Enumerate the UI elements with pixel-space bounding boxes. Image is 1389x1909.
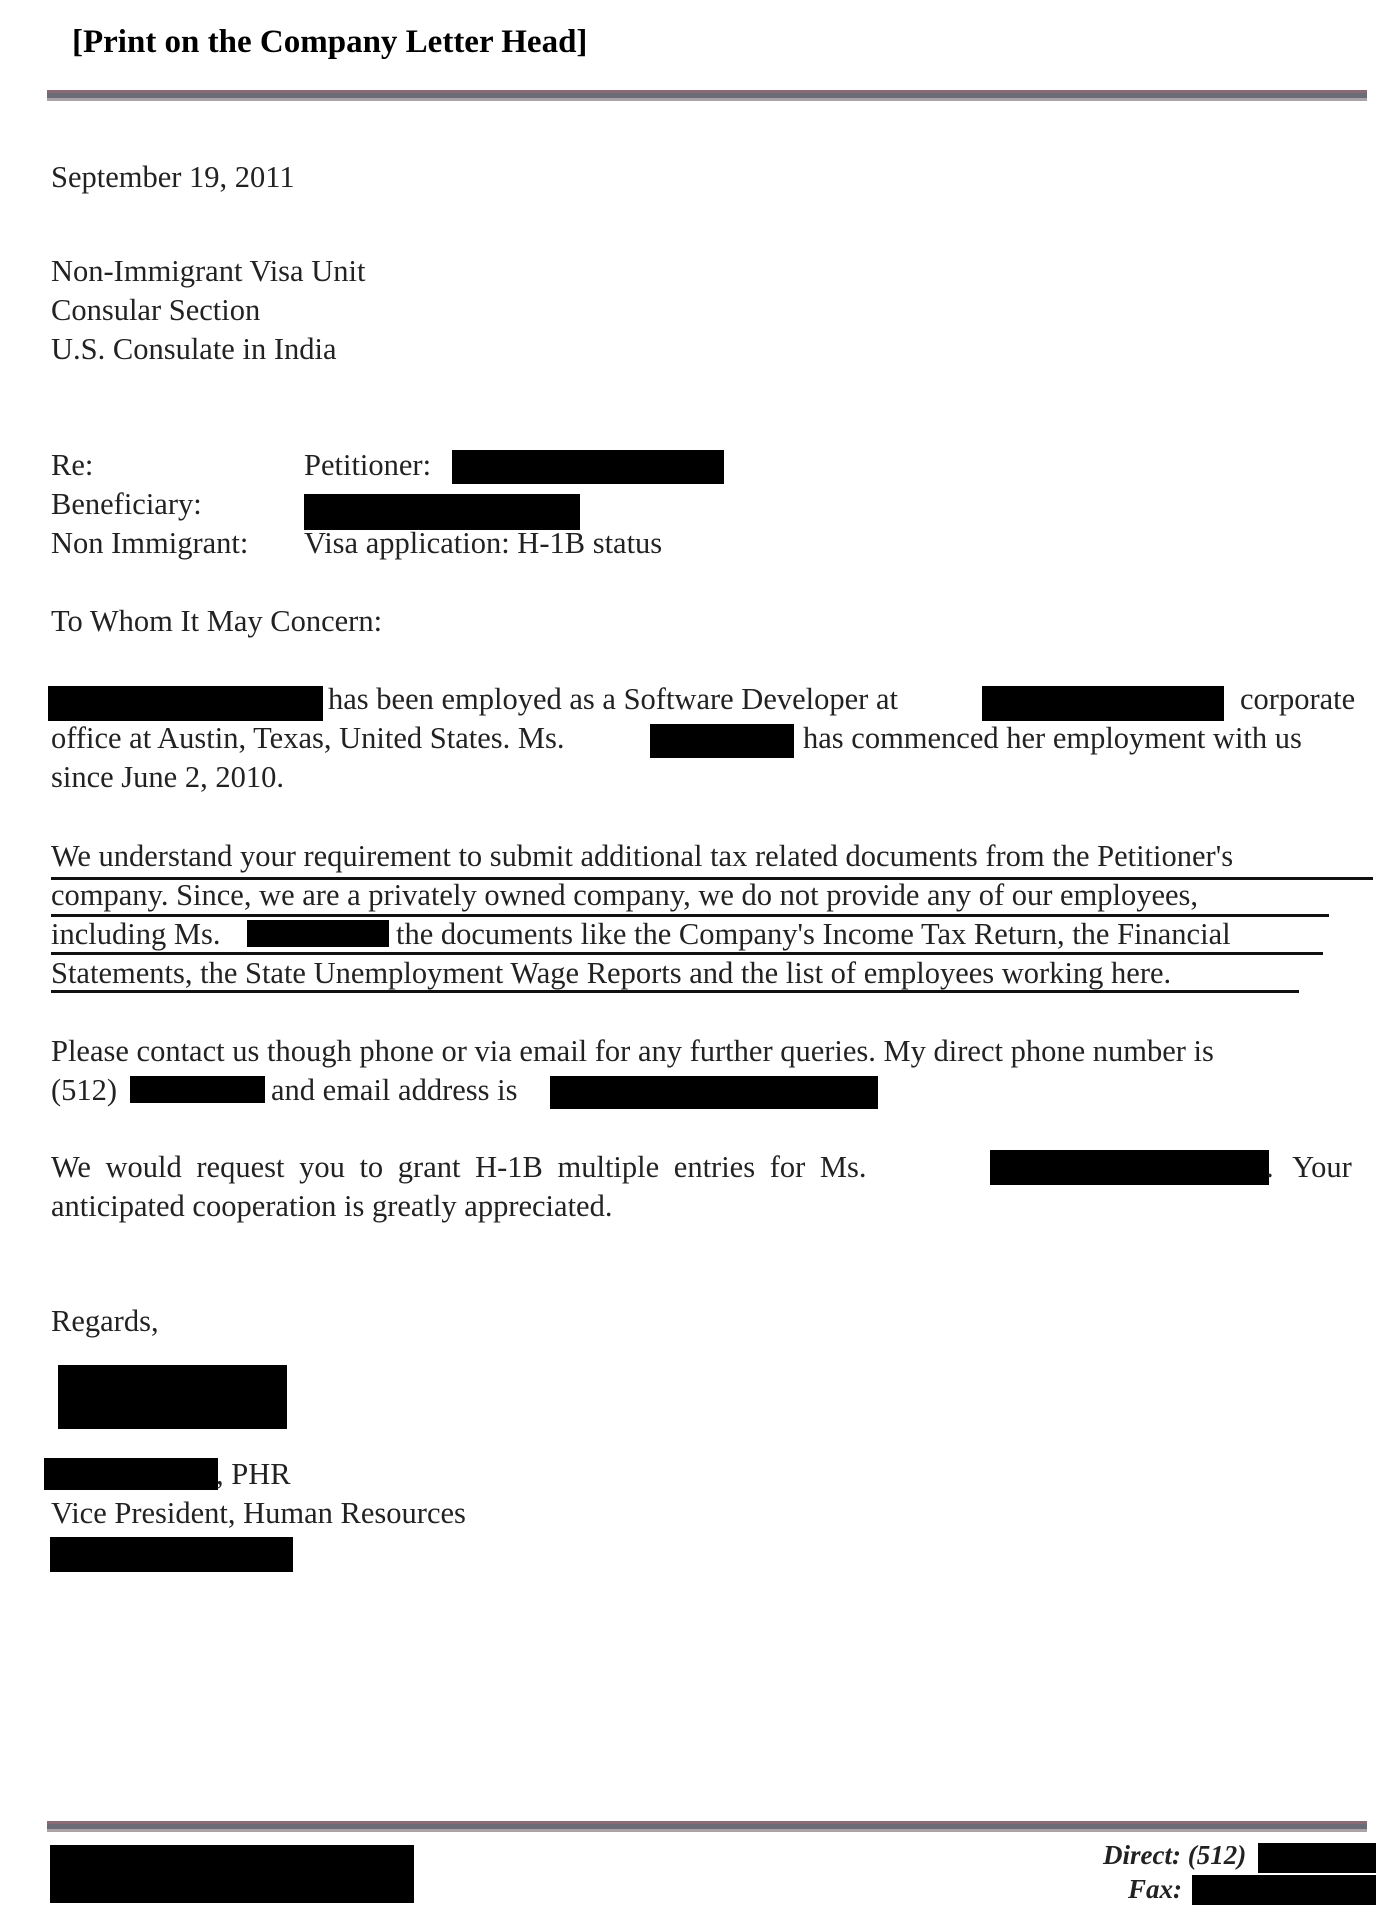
re-label: Re: (51, 448, 94, 482)
redacted-email-address (550, 1076, 878, 1109)
redacted-company-name-signature (50, 1537, 293, 1572)
footer-rule (47, 1821, 1367, 1832)
recipient-line-1: Non-Immigrant Visa Unit (51, 254, 366, 288)
para1-line2-text: office at Austin, Texas, United States. Ms. (51, 721, 565, 755)
redacted-signature (58, 1365, 287, 1429)
salutation: To Whom It May Concern: (51, 604, 383, 638)
para4-line1-text: We would request you to grant H-1B multiple entries for Ms. (51, 1150, 867, 1184)
recipient-line-3: U.S. Consulate in India (51, 332, 337, 366)
closing: Regards, (51, 1304, 159, 1338)
para3-phone-prefix: (512) (51, 1073, 118, 1107)
para3-line1: Please contact us though phone or via email for any further queries. My direct phone number is (51, 1034, 1214, 1068)
redacted-employee-surname (650, 724, 794, 758)
para3-line2-text: and email address is (271, 1073, 518, 1107)
redacted-phone-number (130, 1076, 265, 1103)
para4-line1-end: . Your (1266, 1150, 1352, 1184)
signatory-credential: , PHR (216, 1457, 291, 1491)
letter-date: September 19, 2011 (51, 160, 295, 194)
para1-line3-text: since June 2, 2010. (51, 760, 284, 794)
recipient-line-2: Consular Section (51, 293, 261, 327)
para4-line2: anticipated cooperation is greatly appreciated. (51, 1189, 613, 1223)
petitioner-label: Petitioner: (304, 448, 432, 482)
para2-underline-4 (51, 990, 1299, 993)
para1-line1-text: has been employed as a Software Developer at (328, 682, 898, 716)
letterhead-note: [Print on the Company Letter Head] (72, 24, 588, 60)
para2-line4: Statements, the State Unemployment Wage Reports and the list of employees working here. (51, 956, 1172, 990)
para1-line2-end: has commenced her employment with us (803, 721, 1302, 755)
redacted-employee-surname-2 (247, 920, 389, 947)
header-rule (47, 90, 1367, 101)
redacted-company-name (982, 686, 1224, 721)
para2-line2: company. Since, we are a privately owned company, we do not provide any of our employees, (51, 878, 1199, 912)
para2-line1: We understand your requirement to submit additional tax related documents from the Petitioner's (51, 839, 1234, 873)
non-immigrant-label: Non Immigrant: (51, 526, 249, 560)
redacted-fax-number (1192, 1875, 1376, 1905)
redacted-petitioner (452, 450, 724, 484)
para2-line3-end: the documents like the Company's Income Tax Return, the Financial (396, 917, 1231, 951)
redacted-footer-address (50, 1845, 414, 1903)
redacted-direct-number (1258, 1843, 1376, 1873)
footer-direct-label: Direct: (512) (1103, 1840, 1247, 1870)
redacted-beneficiary-name (990, 1150, 1269, 1185)
visa-application-text: Visa application: H-1B status (304, 526, 663, 560)
para1-line1-end: corporate (1240, 682, 1356, 716)
footer-fax-label: Fax: (1128, 1874, 1182, 1904)
signatory-title: Vice President, Human Resources (51, 1496, 466, 1530)
para2-line3-start: including Ms. (51, 917, 221, 951)
beneficiary-label: Beneficiary: (51, 487, 202, 521)
redacted-employee-name (48, 686, 323, 721)
redacted-signatory-name (44, 1458, 218, 1490)
